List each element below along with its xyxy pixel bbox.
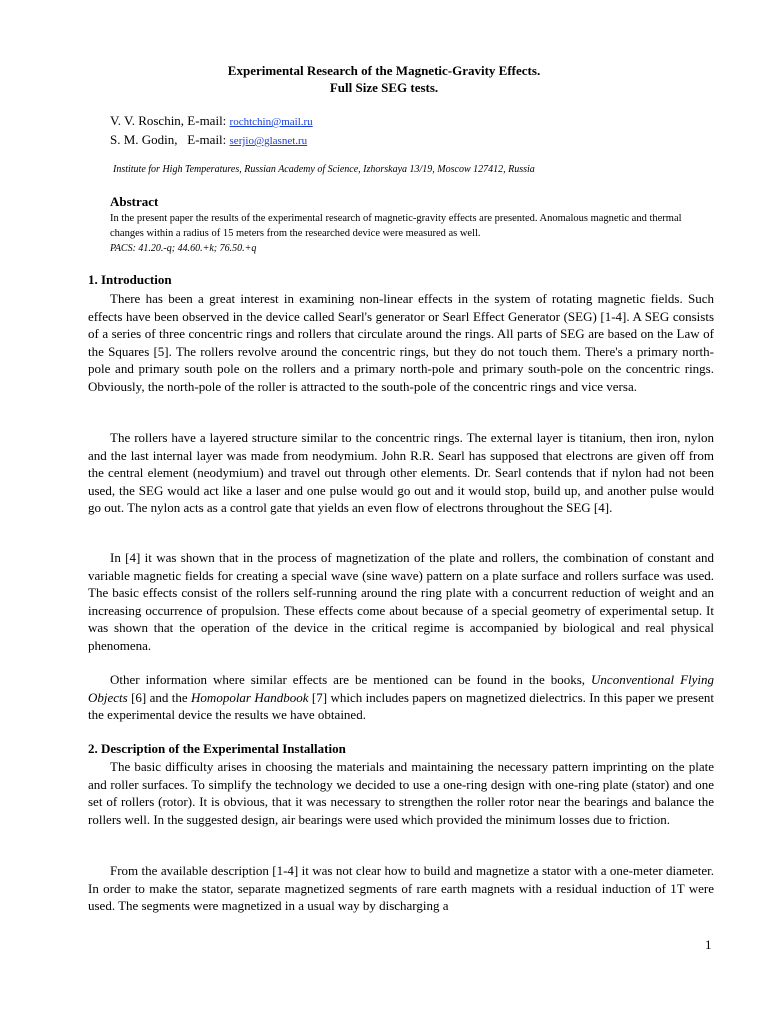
- section-heading-introduction: 1. Introduction: [88, 272, 172, 287]
- author-name: V. V. Roschin, E-mail:: [110, 113, 230, 128]
- paragraph: From the available description [1-4] it was not clear how to build and magnetize a stator with a one-meter diameter. In order to make the stator, separate magnetized segments of rare earth magnets with a residual induction of 1T were used. The segments were magnetized in a usual way by discharging a: [88, 863, 714, 913]
- paragraph: The basic difficulty arises in choosing the materials and maintaining the necessary pattern imprinting on the plate and roller surfaces. To simplify the technology we decided to use a one-ring design with one-ring plate (stator) and one set of rollers (rotor). It is obvious, that it was necessary to strengthen the roller rotor near the bearings and balance the rollers well. In the suggested design, air bearings were used which provided the minimum losses due to friction.: [88, 759, 714, 827]
- paragraph-text: Other information where similar effects are be mentioned can be found in the books,: [110, 672, 592, 687]
- author-row: [110, 112, 313, 131]
- paper-title: Experimental Research of the Magnetic-Gravity Effects.: [227, 63, 541, 78]
- author-row: [110, 131, 313, 150]
- author-email-link[interactable]: serjio@glasnet.ru: [229, 135, 308, 147]
- paragraph: The rollers have a layered structure similar to the concentric rings. The external layer is titanium, then iron, nylon and the last internal layer was made from neodymium. John R.R. Searl has supposed that electrons are given off from the central element (neodymium) and travel out through other elements. Dr. Searl contends that if nylon had not been used, the SEG would act like a laser and one pulse would go out and it would stop, build up, and another pulse would go out. The nylon acts as a control gate that yields an even flow of electrons throughout the SEG [4].: [88, 430, 714, 515]
- paper-subtitle: Full Size SEG tests.: [329, 80, 439, 95]
- section-heading-installation: 2. Description of the Experimental Installation: [88, 741, 346, 756]
- abstract: [110, 211, 710, 256]
- author-name: S. M. Godin, E-mail:: [110, 132, 230, 147]
- paragraph-text: [7] which includes papers on magnetized dielectrics. In this paper we present the experimental device the results we have obtained.: [88, 689, 714, 722]
- author-list: [110, 112, 313, 150]
- book-title: Homopolar Handbook: [191, 689, 309, 705]
- abstract-text: In the present paper the results of the experimental research of magnetic-gravity effects are presented. Anomalous magnetic and thermal changes within a radius of 15 meters from the researched device were measured as well.: [110, 213, 682, 239]
- book-title: Unconventional Flying Objects: [88, 672, 715, 705]
- author-email-link[interactable]: rochtchin@mail.ru: [229, 116, 313, 128]
- pacs-codes: PACS: 41.20.-q; 44.60.+k; 76.50.+q: [110, 243, 257, 254]
- affiliation: Institute for High Temperatures, Russian Academy of Science, Izhorskaya 13/19, Moscow 127412, Russia: [113, 164, 535, 175]
- paragraph: [88, 671, 714, 724]
- page-number: 1: [705, 937, 712, 952]
- paragraph: In [4] it was shown that in the process of magnetization of the plate and rollers, the combination of constant and variable magnetic fields for creating a special wave (sine wave) pattern on a plate surface and rollers surface was used. The basic effects consist of the rollers self-running around the ring plate with a concurrent reduction of weight and an increasing occurrence of propulsion. These effects come about because of a special geometry of experimental setup. It was shown that the operation of the device in the critical regime is accompanied by biological and real physical phenomena.: [88, 550, 714, 653]
- paragraph: There has been a great interest in examining non-linear effects in the system of rotating magnetic fields. Such effects have been observed in the device called Searl's generator or Searl Effect Generator (SEG) [1-4]. A SEG consists of a series of three concentric rings and rollers that circulate around the rings. All parts of SEG are based on the Law of the Squares [5]. The rollers revolve around the concentric rings, but they do not touch them. There's a primary north-pole and primary south pole on the rollers and a primary north-pole and primary south-pole on the concentric rings. Obviously, the north-pole of the roller is attracted to the south-pole of the concentric rings and vice versa.: [88, 291, 714, 394]
- paragraph-text: [6] and the: [127, 689, 192, 705]
- abstract-heading: Abstract: [110, 194, 159, 209]
